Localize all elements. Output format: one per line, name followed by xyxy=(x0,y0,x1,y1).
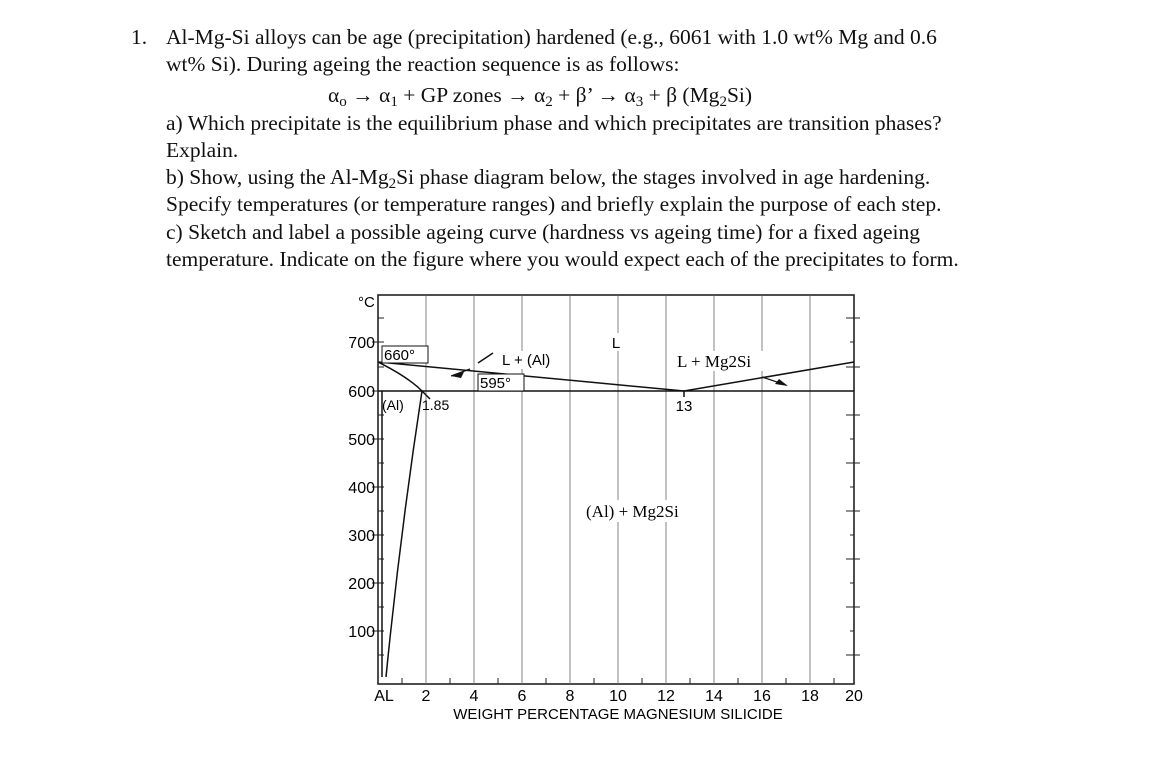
y-tick-600: 600 xyxy=(348,384,375,401)
y-tick-400: 400 xyxy=(348,480,375,497)
phase-diagram xyxy=(320,285,880,730)
x-tick-2: 2 xyxy=(421,688,431,705)
x-axis-label: WEIGHT PERCENTAGE MAGNESIUM SILICIDE xyxy=(453,706,783,723)
x-tick-10: 10 xyxy=(609,688,627,705)
solubility-label: 1.85 xyxy=(422,397,450,413)
part-c-line-1: c) Sketch and label a possible ageing curve (hardness vs ageing time) for a fixed ageing xyxy=(166,220,921,244)
y-tick-200: 200 xyxy=(348,576,375,593)
solidus xyxy=(378,362,422,391)
x-axis-tick-labels xyxy=(374,688,863,705)
intro-line-1: Al-Mg-Si alloys can be age (precipitation) hardened (e.g., 6061 with 1.0 wt% Mg and 0.6 xyxy=(166,25,937,49)
solvus xyxy=(386,391,422,677)
x-tick-12: 12 xyxy=(657,688,675,705)
region-l-al: L + (Al) xyxy=(502,352,551,369)
x-tick-18: 18 xyxy=(801,688,819,705)
y-tick-500: 500 xyxy=(348,432,375,449)
right-ticks xyxy=(846,318,860,655)
part-c-line-2: temperature. Indicate on the figure where you would expect each of the precipitates to form. xyxy=(166,247,959,271)
temperature-unit-label: °C xyxy=(358,294,375,311)
x-tick-al: AL xyxy=(374,688,394,705)
plot-frame xyxy=(378,295,854,684)
y-tick-700: 700 xyxy=(348,335,375,352)
region-l-mg2si: L + Mg2Si xyxy=(677,352,752,371)
intro-line-2: wt% Si). During ageing the reaction sequence is as follows: xyxy=(166,52,680,76)
melting-point-label: 660° xyxy=(384,347,416,364)
part-a-line-1: a) Which precipitate is the equilibrium phase and which precipitates are transition phases? xyxy=(166,111,942,135)
x-tick-4: 4 xyxy=(469,688,479,705)
y-tick-300: 300 xyxy=(348,528,375,545)
region-al: (Al) xyxy=(382,397,404,413)
l-plus-al-label-pointer xyxy=(478,353,493,363)
region-al-mg2si: (Al) + Mg2Si xyxy=(586,502,679,521)
reaction-sequence: $\alpha_o \to \alpha_1$ + GP zones → $\alpha_2 + \beta$’ → $\alpha_3 + \beta$ $(Mg_2Si)$ xyxy=(328,83,753,110)
x-tick-16: 16 xyxy=(753,688,771,705)
x-tick-14: 14 xyxy=(705,688,723,705)
phase-diagram-svg xyxy=(320,285,880,730)
y-tick-100: 100 xyxy=(348,624,375,641)
x-tick-8: 8 xyxy=(565,688,575,705)
question-number: 1. xyxy=(131,25,148,49)
region-liquid: L xyxy=(611,335,621,352)
part-b-line-1: b) Show, using the $Al-Mg_2Si$ phase diagram below, the stages involved in age hardening. xyxy=(166,165,931,192)
y-axis-tick-labels xyxy=(348,335,375,641)
arrow-right-shaft xyxy=(762,377,786,385)
eutectic-comp-label: 13 xyxy=(675,398,693,415)
eutectic-temp-label: 595° xyxy=(480,375,512,392)
x-tick-20: 20 xyxy=(845,688,863,705)
x-tick-6: 6 xyxy=(517,688,527,705)
part-b-line-2: Specify temperatures (or temperature ranges) and briefly explain the purpose of each step. xyxy=(166,192,942,216)
part-a-line-2: Explain. xyxy=(166,138,239,162)
